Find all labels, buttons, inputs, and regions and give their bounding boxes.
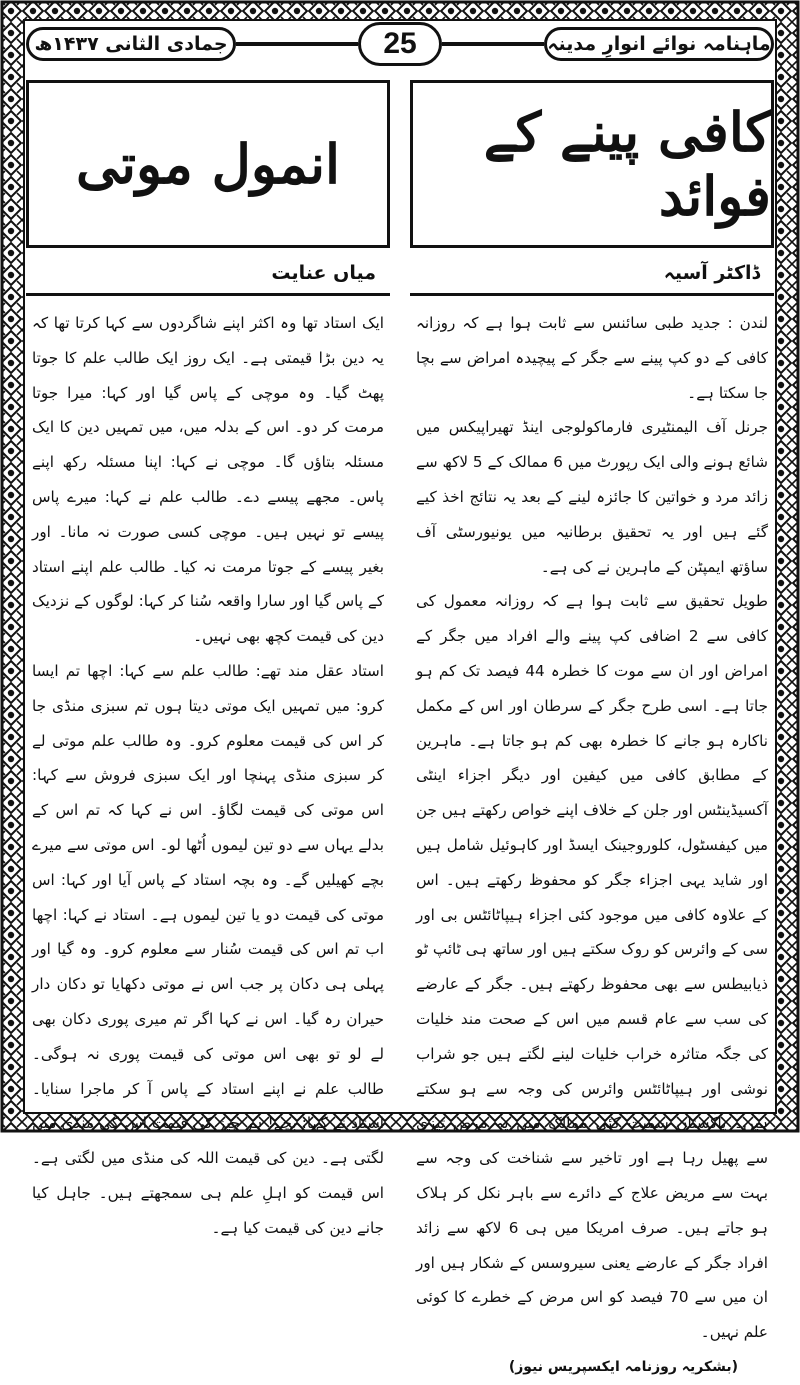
header-rule-right — [442, 42, 544, 46]
article-author: ڈاکٹر آسیہ — [410, 262, 774, 296]
page-content — [26, 22, 774, 1375]
article-title: انمول موتی — [26, 80, 390, 248]
article-source: (بشکریہ روزنامہ ایکسپریس نیوز) — [508, 1358, 738, 1375]
article-precious-pearl — [26, 80, 390, 1237]
article-paragraph: لندن : جدید طبی سائنس سے ثابت ہوا ہے کہ روزانہ کافی کے دو کپ پینے سے جگر کے پیچیدہ امراض سے بچا جا سکتا ہے۔ — [416, 314, 768, 402]
article-paragraph: جرنل آف الیمنٹیری فارماکولوجی اینڈ تھیراپیکس میں شائع ہونے والی ایک رپورٹ میں 6 ممالک کے 5 لاکھ سے زائد مرد و خواتین کا جائزہ لینے کے بعد یہ نتائج اخذ کیے گئے ہیں اور یہ تحقیق برطانیہ میں یونیورسٹی آف ساؤتھ ایمپٹن کے ماہرین نے کی ہے۔ — [416, 418, 768, 576]
article-author: میاں عنایت — [26, 262, 390, 296]
article-title: کافی پینے کے فوائد — [410, 80, 774, 248]
page-header — [26, 22, 774, 66]
article-body — [410, 306, 774, 1385]
article-paragraph: طویل تحقیق سے ثابت ہوا ہے کہ روزانہ معمول کی کافی سے 2 اضافی کپ پینے والے افراد میں جگر کے امراض اور ان سے موت کا خطرہ 44 فیصد تک کم ہو جاتا ہے۔ اسی طرح جگر کے سرطان اور اس کے مکمل ناکارہ ہو جانے کا خطرہ بھی کم ہو جاتا ہے۔ ماہرین کے مطابق کافی میں کیفین اور دیگر اجزاء اینٹی آکسیڈینٹس اور جلن کے خلاف اپنے خواص رکھتے ہیں جن میں کیفسٹول، کلوروجینک ایسڈ اور کاہوئیل شامل ہیں اور شاید یہی اجزاء جگر کو محفوظ رکھتے ہیں۔ اس کے علاوہ کافی میں موجود کئی اجزاء ہیپاٹائٹس بی اور سی کے وائرس کو روک سکتے ہیں اور ساتھ ہی ٹائپ ٹو ذیابیطس سے بھی محفوظ رکھتے ہیں۔ جگر کے عارضے کی سب سے عام قسم میں اس کے صحت مند خلیات کی جگہ متاثرہ خراب خلیات لینے لگتے ہیں جو شراب نوشی اور ہیپاٹائٹس وائرس کی وجہ سے ہو سکتے ہیں۔ پاکستان سمیت کئی ممالک میں یہ مرض تیزی سے پھیل رہا ہے اور تاخیر سے شناخت کی وجہ سے بہت سے مریض علاج کے دائرے سے باہر نکل کر ہلاک ہو جاتے ہیں۔ صرف امریکا میں ہی 6 لاکھ سے زائد افراد جگر کے عارضے یعنی سیروسس کے شکار ہیں اور ان میں سے 70 فیصد کو اس مرض کے خطرے کا کوئی علم نہیں۔ — [416, 592, 768, 1342]
magazine-name: ماہنامہ نوائے انوارِ مدینہ — [544, 27, 774, 61]
article-paragraph: استاد عقل مند تھے: طالب علم سے کہا: اچھا تم ایسا کرو: میں تمہیں ایک موتی دیتا ہوں تم سبزی منڈی جا کر اس کی قیمت معلوم کرو۔ وہ طالب علم موتی لے کر سبزی منڈی پہنچا اور ایک سبزی فروش سے کہا: اس موتی کی قیمت لگاؤ۔ اس نے کہا کہ تم اس کے بدلے یہاں سے دو تین لیموں اُٹھا لو۔ اس موتی سے میرے بچے کھیلیں گے۔ وہ بچہ استاد کے پاس آیا اور کہا: اس موتی کی قیمت دو یا تین لیموں ہے۔ استاد نے کہا: اچھا اب تم اس کی قیمت سُنار سے معلوم کرو۔ وہ گیا اور پہلی ہی دکان پر جب اس نے موتی دکھایا تو دکان دار حیران رہ گیا۔ اس نے کہا اگر تم میری پوری دکان بھی لے لو تو بھی اس موتی کی قیمت پوری نہ ہوگی۔ طالب علم نے اپنے استاد کے پاس آ کر ماجرا سنایا۔ استاد نے کہا: بچے! ہر چیز کی قیمت اس کی منڈی میں لگتی ہے۔ دین کی قیمت اللہ کی منڈی میں لگتی ہے۔ اس قیمت کو اہلِ علم ہی سمجھتے ہیں۔ جاہل کیا جانے دین کی قیمت کیا ہے۔ — [32, 661, 384, 1237]
article-body — [26, 306, 390, 1246]
article-paragraph: ایک استاد تھا وہ اکثر اپنے شاگردوں سے کہا کرتا تھا کہ یہ دین بڑا قیمتی ہے۔ ایک روز ایک طالب علم کا جوتا پھٹ گیا۔ وہ موچی کے پاس گیا اور کہا: میرا جوتا مرمت کر دو۔ اس کے بدلہ میں، میں تمہیں دین کا ایک مسئلہ بتاؤں گا۔ موچی نے کہا: اپنا مسئلہ رکھ اپنے پاس۔ مجھے پیسے دے۔ طالب علم نے کہا: میرے پاس پیسے تو نہیں ہیں۔ موچی کسی صورت نہ مانا۔ اور بغیر پیسے کے جوتا مرمت نہ کیا۔ طالب علم اپنے استاد کے پاس گیا اور سارا واقعہ سُنا کر کہا: لوگوں کے نزدیک دین کی قیمت کچھ بھی نہیں۔ — [32, 314, 384, 646]
issue-date: جمادی الثانی ۱۴۳۷ھ — [26, 27, 236, 61]
header-rule-left — [236, 42, 358, 46]
page-number: 25 — [358, 22, 442, 66]
article-coffee-benefits — [410, 80, 774, 1375]
